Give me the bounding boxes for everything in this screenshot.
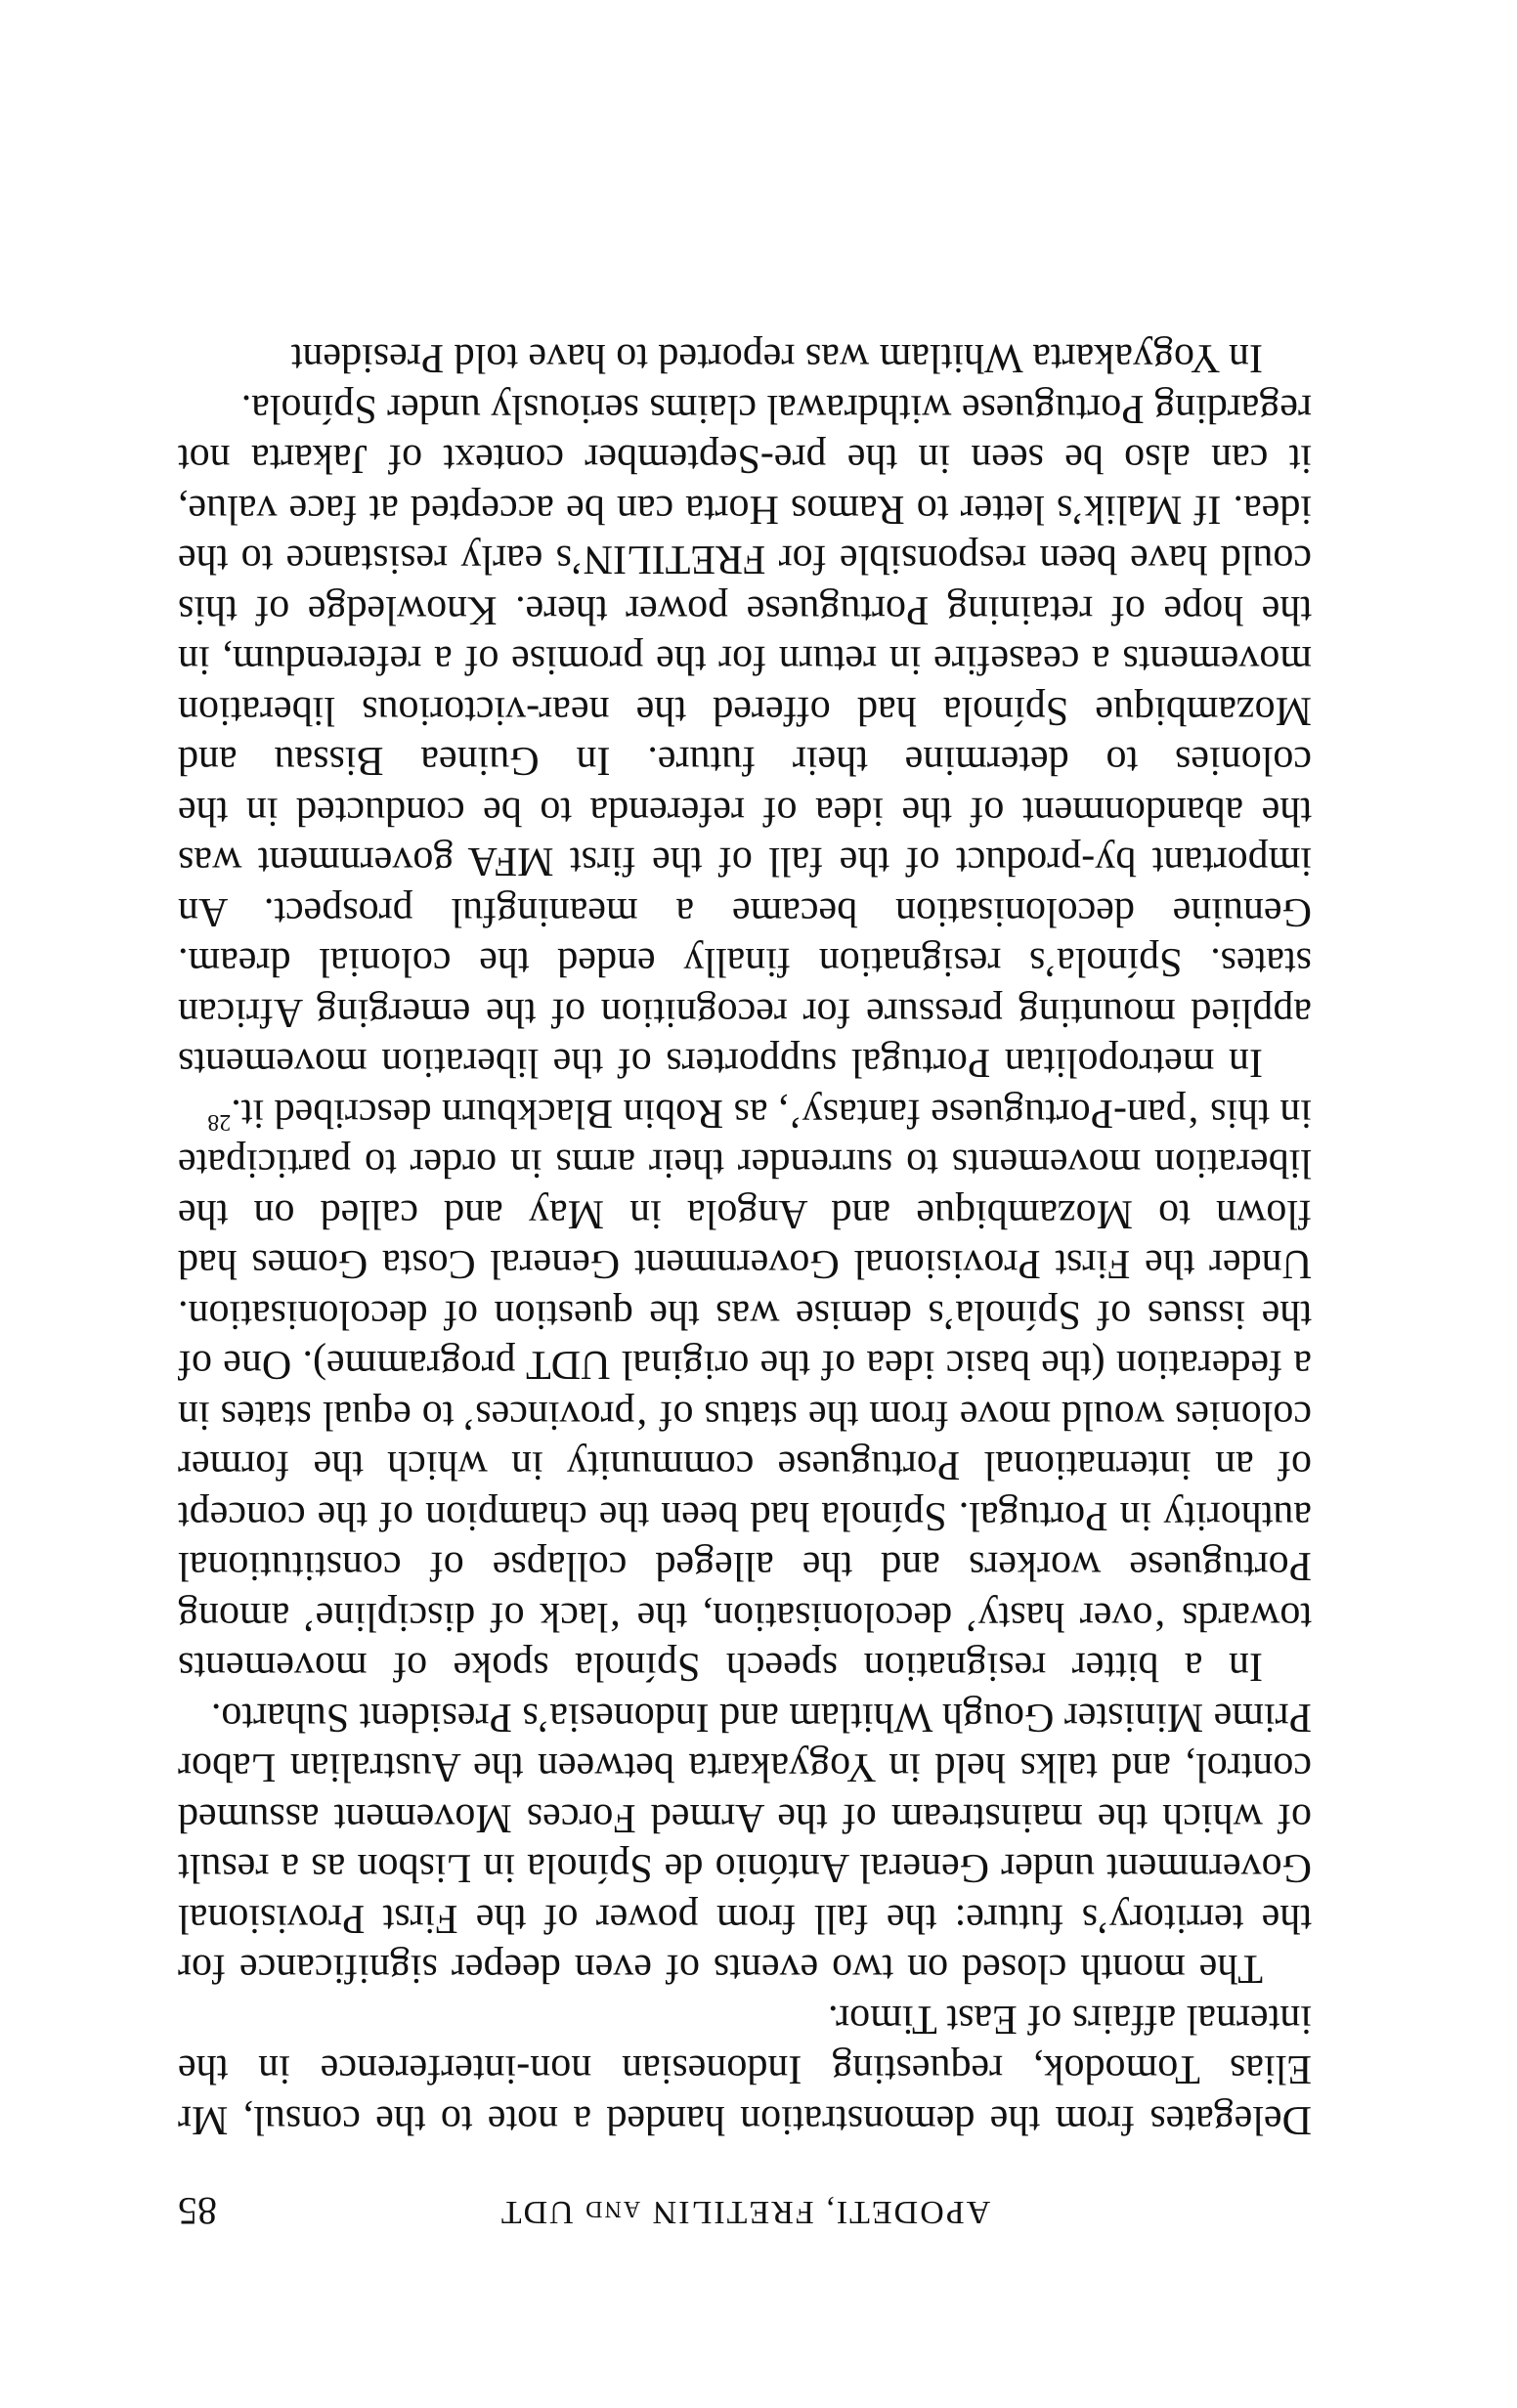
paragraph: In metropolitan Portugal supporters of the liberation movements applied mounting pressure for recognition of the emerging African states. Spínola’s resignation finally ended the colonial dream. Genuine decolonisation became a meaningful prospect. An important by-product of the fall of the first MFA government was the abandonment of the idea of referenda to be conducted in the colonies to determine their future. In Guinea Bissau and Mozambique Spínola had offered the near-victorious liberation movements a ceasefire in return for the promise of a referendum, in the hope of retaining Portuguese power there. Knowledge of this could have been responsible for FRETILIN’s early resistance to the idea. If Malik’s letter to Ramos Horta can be accepted at face value, it can also be seen in the pre-September context of Jakarta not regarding Portuguese withdrawal claims seriously under Spínola. [178, 386, 1312, 1086]
page-header [178, 2172, 1312, 2233]
paragraph: In Yogyakarta Whitlam was reported to have told President [290, 335, 1263, 381]
running-head: APODETI, FRETILIN and UDT [498, 2194, 991, 2230]
paragraph: The month closed on two events of even deeper significance for the territory’s future: the fall from power of the First Provisional Government under General António de Spínola in Lisbon as a result of which the mainstream of the Armed Forces Movement assumed control, and talks held in Yogyakarta between the Australian Labor Prime Minister Gough Whitlam and Indonesia’s President Suharto. [178, 1695, 1312, 1992]
body-text [178, 332, 1312, 2144]
page-number: 85 [178, 2189, 217, 2233]
footnote-marker: 28 [207, 1109, 232, 1135]
paragraph [178, 1088, 1312, 1692]
paragraph-text: In a bitter resignation speech Spínola spoke of movements towards ‘over hasty’ decolonisation, the ‘lack of discipline’ among Portuguese workers and the alleged collapse of constitutional authority in Portugal. Spínola had been the champion of the concept of an international Portuguese community in which the former colonies would move from the status of ‘provinces’ to equal states in a federation (the basic idea of the original UDT programme). One of the issues of Spínola’s demise was the question of decolonisation. Under the First Provisional Government General Costa Gomes had flown to Mozambique and Angola in May and called on the liberation movements to surrender their arms in order to participate in this ‘pan-Portuguese fantasy’, as Robin Blackburn described it. [178, 1091, 1312, 1690]
paragraph: Delegates from the demonstration handed a note to the consul, Mr Elias Tomodok, requesting Indonesian non-interference in the internal affairs of East Timor. [178, 1997, 1312, 2142]
